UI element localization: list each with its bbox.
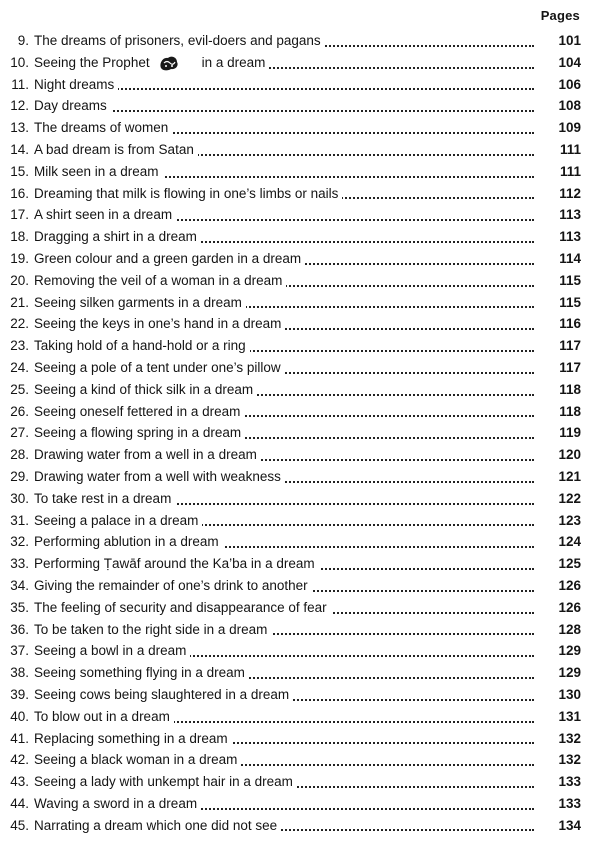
toc-entry: [0, 662, 600, 684]
entry-title-text: Performing ablution in a dream: [34, 534, 223, 549]
entry-title: [34, 117, 534, 139]
toc-entry: [0, 183, 600, 205]
entry-number: 12.: [10, 98, 29, 114]
entry-title-text: Replacing something in a dream: [34, 731, 232, 746]
entry-page-number: 125: [558, 556, 581, 572]
entry-page-number: 113: [559, 207, 581, 223]
entry-number: 16.: [10, 185, 29, 201]
entry-title-text: Seeing a lady with unkempt hair in a dream: [34, 774, 297, 789]
entry-page-number: 126: [558, 599, 581, 615]
toc-entry: [0, 204, 600, 226]
entry-page-number: 117: [559, 338, 581, 354]
toc-entry: [0, 771, 600, 793]
toc-entry: [0, 226, 600, 248]
entry-page-number: 133: [558, 795, 581, 811]
entry-page-number: 132: [558, 752, 581, 768]
entry-page-number: 113: [559, 229, 581, 245]
entry-title: [34, 444, 534, 466]
entry-number: 14.: [10, 141, 29, 157]
entry-title-text: Seeing a pole of a tent under one’s pillow: [34, 360, 285, 375]
toc-entry: [0, 749, 600, 771]
entry-title: [34, 30, 534, 52]
entry-page-number: 116: [559, 316, 581, 332]
entry-title: [34, 357, 534, 379]
toc-entry: [0, 597, 600, 619]
entry-number: 33.: [10, 556, 29, 572]
entry-page-number: 132: [558, 730, 581, 746]
entry-number: 10.: [10, 54, 29, 70]
toc-entry: [0, 815, 600, 837]
toc-entry: [0, 422, 600, 444]
entry-title: [34, 597, 534, 619]
entry-title-text: Seeing the keys in one’s hand in a dream: [34, 316, 285, 331]
entry-title-text: Seeing a flowing spring in a dream: [34, 425, 245, 440]
entry-title: [34, 706, 534, 728]
entry-title: [34, 749, 534, 771]
entry-number: 31.: [10, 512, 29, 528]
entry-page-number: 129: [558, 665, 581, 681]
entry-title: [34, 553, 534, 575]
entry-number: 23.: [10, 338, 29, 354]
entry-title-text: Performing Ṭawāf around the Ka’ba in a dream: [34, 556, 319, 571]
entry-page-number: 128: [558, 621, 581, 637]
entry-page-number: 106: [558, 76, 581, 92]
toc-entry: [0, 553, 600, 575]
entry-title: [34, 204, 534, 226]
table-of-contents: [0, 30, 600, 836]
entry-title-text: Narrating a dream which one did not see: [34, 818, 281, 833]
entry-number: 27.: [10, 425, 29, 441]
entry-title: [34, 728, 534, 750]
entry-title-text: Seeing a kind of thick silk in a dream: [34, 382, 257, 397]
entry-title-text: Milk seen in a dream: [34, 164, 163, 179]
toc-entry: [0, 444, 600, 466]
entry-title: [34, 510, 534, 532]
entry-title: [34, 95, 534, 117]
entry-title: [34, 575, 534, 597]
toc-entry: [0, 401, 600, 423]
entry-title-text: Drawing water from a well with weakness: [34, 469, 285, 484]
entry-page-number: 121: [558, 468, 581, 484]
entry-title-text: Night dreams: [34, 77, 118, 92]
entry-page-number: 134: [558, 817, 581, 833]
entry-page-number: 111: [559, 163, 581, 179]
entry-title-text: To be taken to the right side in a dream: [34, 622, 271, 637]
entry-title: [34, 662, 534, 684]
entry-page-number: 122: [558, 490, 581, 506]
entry-page-number: 115: [559, 294, 581, 310]
toc-entry: [0, 531, 600, 553]
entry-page-number: 108: [558, 98, 581, 114]
entry-title-text: To take rest in a dream: [34, 491, 175, 506]
toc-entry: [0, 684, 600, 706]
entry-title: [34, 74, 534, 96]
entry-title: [34, 161, 534, 183]
entry-title: [34, 139, 534, 161]
entry-number: 28.: [10, 447, 29, 463]
entry-number: 32.: [10, 534, 29, 550]
entry-title-text: The dreams of women: [34, 120, 172, 135]
entry-number: 18.: [10, 229, 29, 245]
entry-page-number: 120: [558, 447, 581, 463]
toc-entry: [0, 728, 600, 750]
entry-number: 13.: [10, 120, 29, 136]
entry-number: 43.: [10, 774, 29, 790]
entry-title-text: The dreams of prisoners, evil-doers and pagans: [34, 33, 325, 48]
entry-title-text: Seeing a bowl in a dream: [34, 643, 190, 658]
entry-title-text: Giving the remainder of one’s drink to another: [34, 578, 312, 593]
entry-number: 35.: [10, 599, 29, 615]
entry-number: 37.: [10, 643, 29, 659]
entry-page-number: 129: [558, 643, 581, 659]
entry-title: [34, 466, 534, 488]
entry-page-number: 114: [559, 250, 581, 266]
toc-entry: [0, 248, 600, 270]
entry-title-text: The feeling of security and disappearance of fear: [34, 600, 331, 615]
entry-title-text: Green colour and a green garden in a dream: [34, 251, 305, 266]
toc-entry: [0, 793, 600, 815]
toc-entry: [0, 357, 600, 379]
entry-number: 20.: [10, 272, 29, 288]
toc-entry: [0, 335, 600, 357]
toc-entry: [0, 379, 600, 401]
entry-title: [34, 292, 534, 314]
entry-page-number: 131: [558, 708, 581, 724]
entry-title: [34, 531, 534, 553]
entry-title: [34, 771, 534, 793]
toc-entry: [0, 313, 600, 335]
entry-page-number: 124: [558, 534, 581, 550]
entry-number: 25.: [10, 381, 29, 397]
entry-title: [34, 248, 534, 270]
entry-title-text: Waving a sword in a dream: [34, 796, 201, 811]
entry-title-text: Seeing cows being slaughtered in a dream: [34, 687, 293, 702]
entry-number: 38.: [10, 665, 29, 681]
entry-number: 42.: [10, 752, 29, 768]
salutation-seal-icon: [158, 54, 180, 72]
entry-title-text: Seeing the Prophet: [34, 54, 150, 70]
entry-number: 29.: [10, 468, 29, 484]
entry-number: 15.: [10, 163, 29, 179]
entry-title: [34, 379, 534, 401]
entry-page-number: 115: [559, 272, 581, 288]
entry-number: 40.: [10, 708, 29, 724]
entry-number: 45.: [10, 817, 29, 833]
entry-title-text: Seeing oneself fettered in a dream: [34, 404, 244, 419]
entry-title-text: Seeing a palace in a dream: [34, 513, 202, 528]
entry-number: 19.: [10, 250, 29, 266]
toc-entry: [0, 95, 600, 117]
toc-entry: [0, 706, 600, 728]
entry-title-text: Drawing water from a well in a dream: [34, 447, 261, 462]
entry-title: [34, 226, 534, 248]
entry-title-text: Seeing something flying in a dream: [34, 665, 249, 680]
entry-page-number: 112: [559, 185, 581, 201]
entry-page-number: 109: [558, 120, 581, 136]
entry-page-number: 130: [558, 686, 581, 702]
toc-entry: [0, 30, 600, 52]
entry-title: [34, 313, 534, 335]
entry-page-number: 126: [558, 577, 581, 593]
toc-entry: [0, 466, 600, 488]
toc-entry: [0, 270, 600, 292]
entry-title: [34, 52, 534, 74]
entry-page-number: 104: [558, 54, 581, 70]
entry-title-text: in a dream: [201, 54, 266, 70]
entry-number: 41.: [10, 730, 29, 746]
entry-page-number: 123: [558, 512, 581, 528]
entry-number: 44.: [10, 795, 29, 811]
entry-number: 11.: [11, 76, 29, 92]
entry-number: 9.: [17, 33, 29, 48]
entry-number: 36.: [10, 621, 29, 637]
entry-title-text: A bad dream is from Satan: [34, 142, 198, 157]
toc-entry: [0, 640, 600, 662]
entry-page-number: 133: [558, 774, 581, 790]
toc-entry: [0, 619, 600, 641]
entry-title-text: Seeing silken garments in a dream: [34, 295, 246, 310]
entry-title: [34, 401, 534, 423]
entry-number: 21.: [10, 294, 29, 310]
toc-entry: [0, 52, 600, 74]
entry-title-text: To blow out in a dream: [34, 709, 174, 724]
entry-page-number: 118: [559, 403, 581, 419]
entry-title: [34, 640, 534, 662]
entry-title: [34, 815, 534, 837]
entry-number: 39.: [10, 686, 29, 702]
toc-entry: [0, 139, 600, 161]
toc-entry: [0, 161, 600, 183]
entry-title-text: Dragging a shirt in a dream: [34, 229, 201, 244]
entry-title: [34, 335, 534, 357]
entry-title: [34, 793, 534, 815]
entry-title-text: Seeing a black woman in a dream: [34, 752, 241, 767]
entry-title-text: Day dreams: [34, 98, 111, 113]
entry-number: 22.: [10, 316, 29, 332]
entry-title: [34, 422, 534, 444]
entry-title: [34, 183, 534, 205]
entry-number: 26.: [10, 403, 29, 419]
entry-number: 34.: [10, 577, 29, 593]
entry-title-text: A shirt seen in a dream: [34, 207, 176, 222]
entry-title: [34, 488, 534, 510]
entry-page-number: 101: [558, 33, 581, 48]
toc-entry: [0, 488, 600, 510]
entry-page-number: 119: [559, 425, 581, 441]
entry-title: [34, 684, 534, 706]
entry-number: 30.: [10, 490, 29, 506]
entry-title-text: Dreaming that milk is flowing in one’s limbs or nails: [34, 186, 342, 201]
entry-page-number: 117: [559, 359, 581, 375]
entry-title-text: Taking hold of a hand-hold or a ring: [34, 338, 250, 353]
entry-title: [34, 619, 534, 641]
toc-entry: [0, 117, 600, 139]
entry-title-text: Removing the veil of a woman in a dream: [34, 273, 286, 288]
entry-number: 24.: [10, 359, 29, 375]
entry-page-number: 118: [559, 381, 581, 397]
entry-title: [34, 270, 534, 292]
entry-page-number: 111: [559, 141, 581, 157]
toc-entry: [0, 510, 600, 532]
entry-number: 17.: [10, 207, 29, 223]
toc-entry: [0, 575, 600, 597]
toc-entry: [0, 292, 600, 314]
pages-column-header: Pages: [540, 8, 580, 23]
toc-entry: [0, 74, 600, 96]
